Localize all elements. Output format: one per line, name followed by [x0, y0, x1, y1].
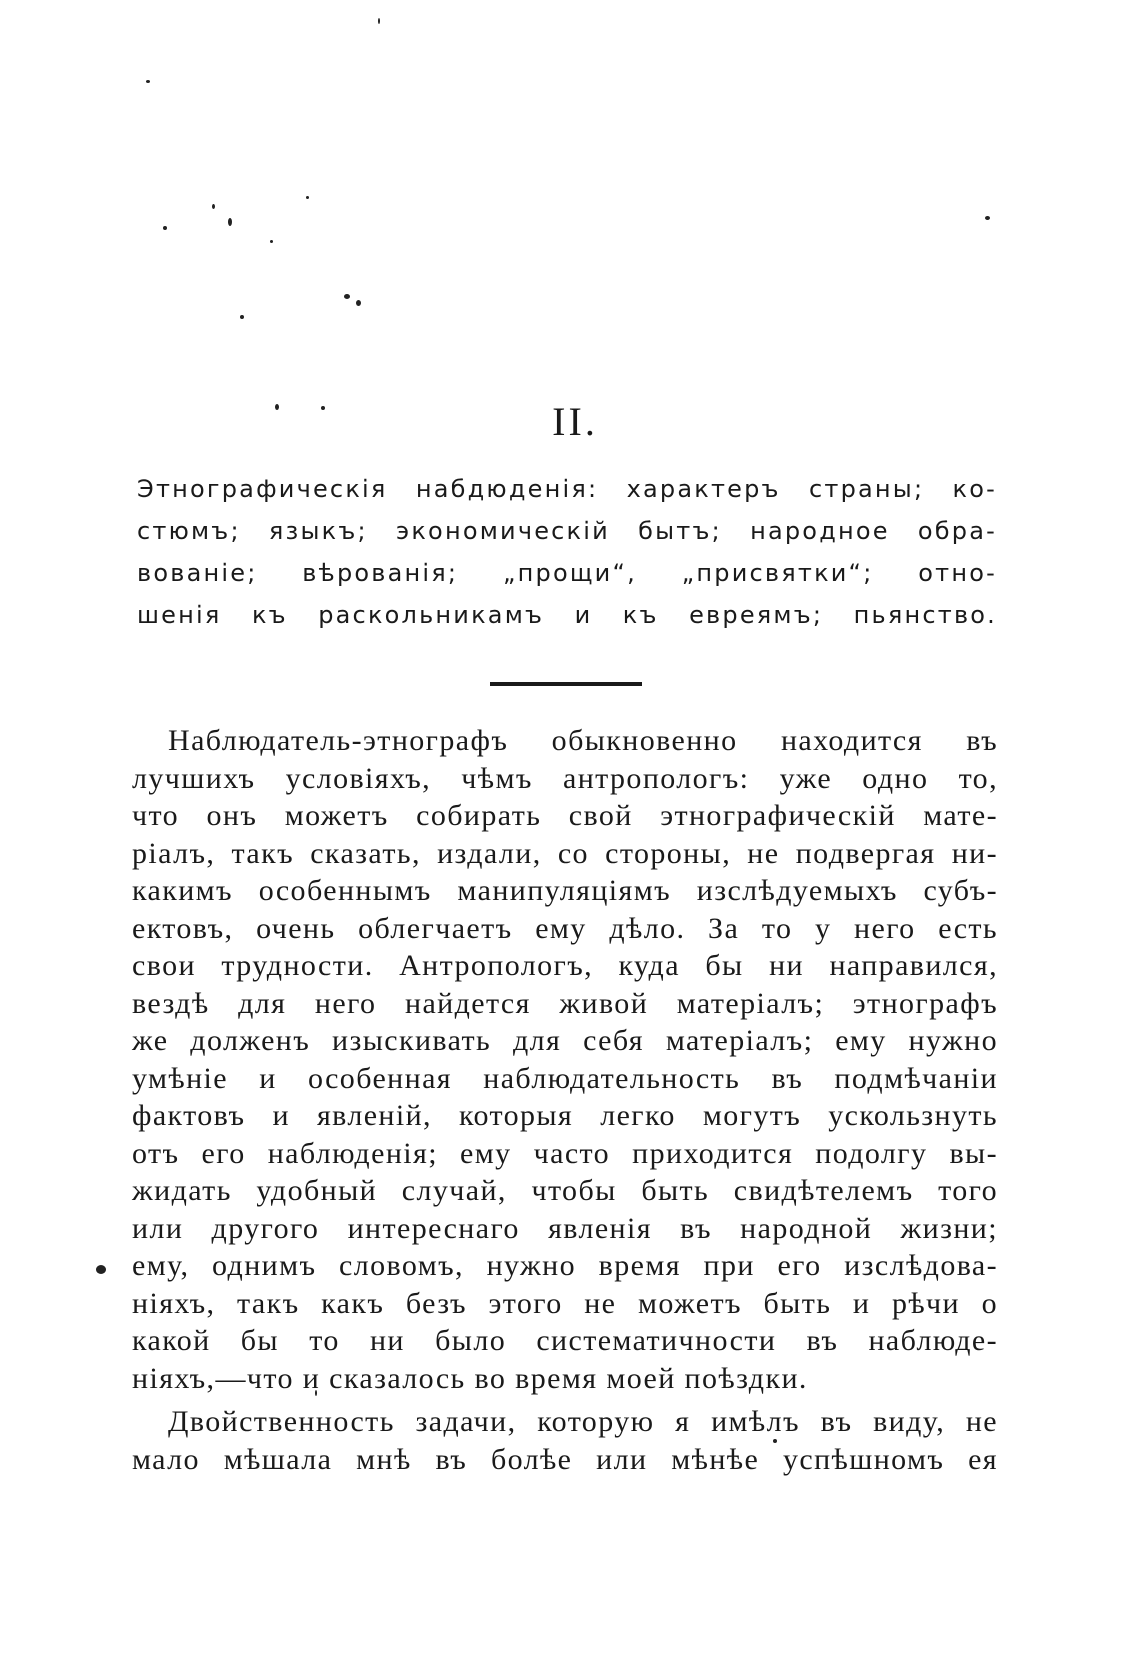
text-line: же долженъ изыскивать для себя матеріалъ; ему нужно — [132, 1024, 998, 1057]
text-line: Наблюдатель-этнографъ обыкновенно находится въ — [168, 724, 998, 757]
summary-line: вованіе; вѣрованія; „прощи“, „присвятки“; отно- — [137, 559, 997, 587]
scan-speck — [146, 80, 150, 83]
scan-speck — [270, 240, 273, 243]
text-line: что онъ можетъ собирать свой этнографическій мате- — [132, 799, 998, 832]
scan-speck — [306, 196, 309, 199]
text-line: вездѣ для него найдется живой матеріалъ; этнографъ — [132, 986, 998, 1020]
text-line: ніяхъ,—что и сказалось во время моей поѣздки. — [132, 1361, 808, 1395]
summary-line: шенія къ раскольникамъ и къ евреямъ; пьянство. — [137, 601, 997, 629]
text-line: ніяхъ, такъ какъ безъ этого не можетъ быть и рѣчи о — [132, 1286, 998, 1320]
paragraph-2 — [132, 1403, 998, 1478]
chapter-summary — [137, 468, 997, 636]
chapter-number: II. — [552, 399, 598, 444]
scan-speck — [378, 18, 380, 24]
scan-speck — [163, 226, 167, 230]
text-line: или другого интереснаго явленія въ народной жизни; — [132, 1211, 998, 1245]
scan-speck — [212, 204, 215, 209]
scan-speck — [356, 300, 361, 306]
text-line: какой бы то ни было систематичности въ наблюде- — [132, 1324, 998, 1357]
text-line: Двойственность задачи, которую я имѣлъ въ виду, не — [168, 1405, 998, 1438]
text-line: лучшихъ условіяхъ, чѣмъ антропологъ: уже одно то, — [132, 761, 998, 795]
text-line: умѣніе и особенная наблюдательность въ подмѣчаніи — [132, 1061, 998, 1095]
scan-speck — [240, 315, 244, 319]
text-line: ріалъ, такъ сказать, издали, со стороны, не подвергая ни- — [132, 836, 998, 870]
summary-line: стюмъ; языкъ; экономическій бытъ; народное обра- — [137, 517, 997, 545]
text-line: отъ его наблюденія; ему часто приходится подолгу вы- — [132, 1136, 998, 1170]
text-line: фактовъ и явленій, которыя легко могутъ ускользнуть — [132, 1099, 998, 1132]
text-line: мало мѣшала мнѣ въ болѣе или мѣнѣе успѣшномъ ея — [132, 1442, 998, 1476]
section-divider — [490, 682, 642, 686]
body-text — [132, 722, 998, 1478]
summary-line: Этнографическія набдюденія: характеръ страны; ко- — [137, 475, 997, 503]
text-line: какимъ особеннымъ манипуляціямъ изслѣдуемыхъ субъ- — [132, 874, 998, 907]
text-line: свои трудности. Антропологъ, куда бы ни направился, — [132, 949, 998, 982]
text-line: ему, однимъ словомъ, нужно время при его изслѣдова- — [132, 1249, 998, 1282]
scan-speck — [228, 218, 232, 226]
scan-speck — [344, 294, 350, 299]
scan-speck — [96, 1265, 106, 1274]
text-line: жидать удобный случай, чтобы быть свидѣтелемъ того — [132, 1174, 998, 1207]
text-line: ектовъ, очень облегчаетъ ему дѣло. За то у него есть — [132, 911, 998, 945]
scan-speck — [985, 216, 990, 220]
paragraph-1 — [132, 722, 998, 1397]
